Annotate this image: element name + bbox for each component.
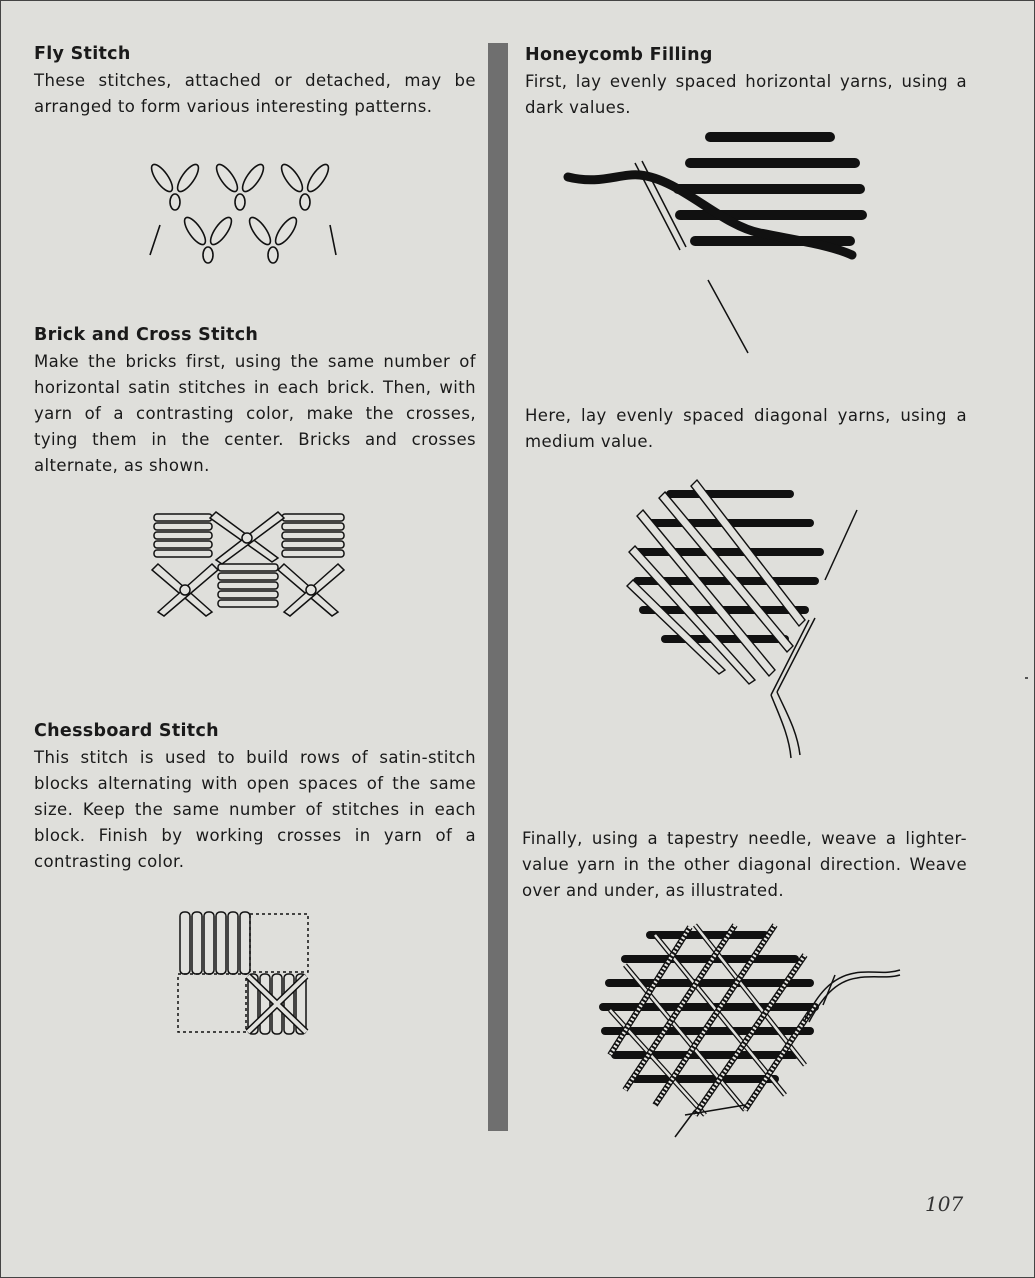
fly-stitch-row-bottom [150, 214, 336, 263]
chessboard-illustration [172, 906, 322, 1041]
honeycomb-step3 [522, 826, 967, 904]
honeycomb-step1-text: First, lay evenly spaced horizontal yarns, using a dark values. [525, 72, 967, 117]
brick-cross-illustration [150, 508, 350, 618]
honeycomb-section [525, 45, 967, 121]
chessboard-title: Chessboard Stitch [34, 721, 219, 741]
chessboard-section [34, 721, 476, 875]
honeycomb-step1-illustration [560, 125, 880, 360]
brick-right [282, 514, 344, 557]
brick-cross-body: Make the bricks first, using the same number of horizontal satin stitches in each brick. Then, with yarn of a contrasting color, make the crosses, tying them in the center. Bricks and crosses alternate, as shown. [34, 352, 476, 475]
honeycomb-title: Honeycomb Filling [525, 45, 713, 65]
brick-cross-section [34, 325, 476, 479]
cross-bottom-right [278, 564, 344, 616]
fly-stitch-illustration [140, 155, 350, 265]
horizontal-yarns [678, 137, 862, 241]
honeycomb-step2-illustration [625, 470, 870, 760]
diagonal-yarns-medium [610, 925, 805, 1115]
honeycomb-step2 [525, 403, 967, 455]
chessboard-block-bottom-right [248, 974, 306, 1034]
brick-left [154, 514, 212, 557]
column-divider [488, 43, 508, 1131]
fly-stitch-row-top [148, 161, 332, 210]
honeycomb-step3-illustration [595, 915, 905, 1145]
brick-center [218, 564, 278, 607]
chessboard-block-top-left [180, 912, 250, 974]
print-speck [1025, 677, 1028, 679]
fly-stitch-section [34, 44, 476, 120]
honeycomb-step2-text: Here, lay evenly spaced diagonal yarns, using a medium value. [525, 406, 967, 451]
fly-stitch-title: Fly Stitch [34, 44, 131, 64]
cross-bottom-left [152, 564, 218, 616]
honeycomb-step3-text: Finally, using a tapestry needle, weave a lighter-value yarn in the other diagonal direction. Weave over and under, as illustrated. [522, 829, 967, 900]
chessboard-body: This stitch is used to build rows of satin-stitch blocks alternating with open spaces of the same size. Keep the same number of stitches in each block. Finish by working crosses in yarn of a contrasting color. [34, 748, 476, 871]
fly-stitch-body: These stitches, attached or detached, may be arranged to form various interesting patterns. [34, 71, 476, 116]
page-number: 107 [925, 1192, 964, 1216]
brick-cross-title: Brick and Cross Stitch [34, 325, 259, 345]
cross-top [210, 512, 284, 564]
